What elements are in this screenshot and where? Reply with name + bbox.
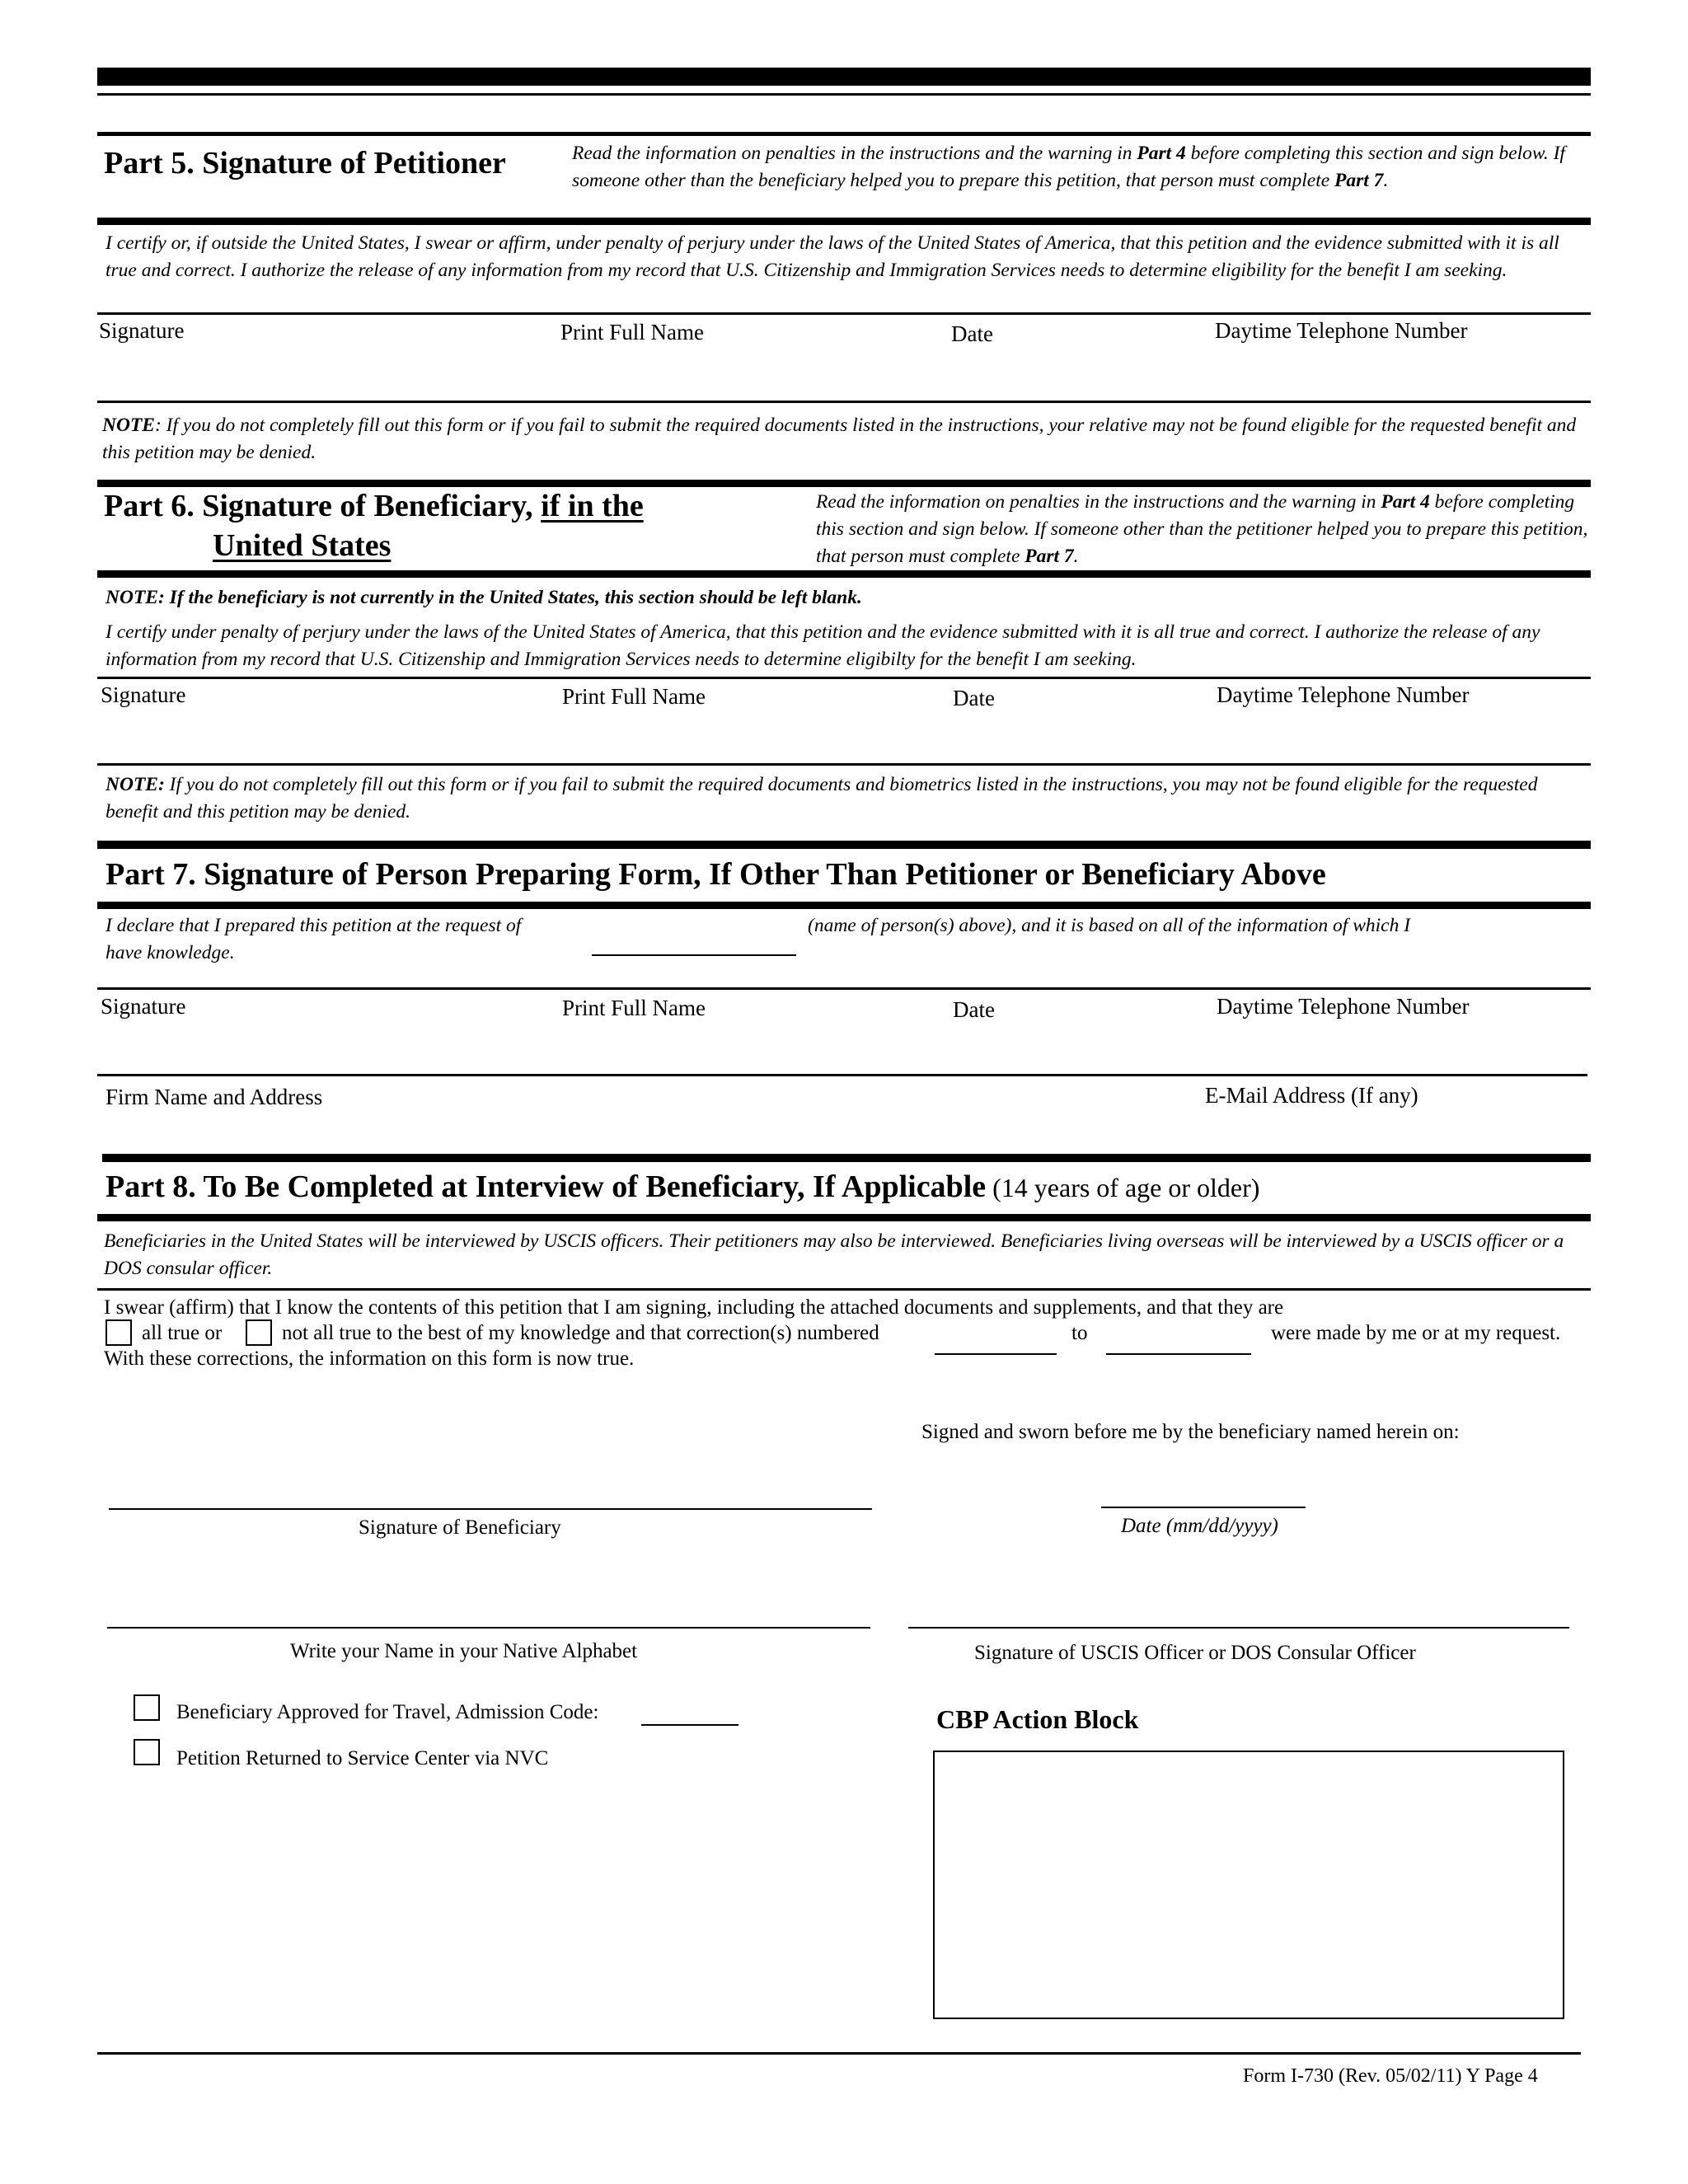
top-thin-rule [97,93,1591,96]
part6-date-label: Date [953,686,995,710]
all-true-checkbox[interactable] [106,1319,132,1346]
part5-phone-label: Daytime Telephone Number [1215,318,1468,343]
part6-signature-label: Signature [101,682,186,707]
correction-to-label: to [1071,1322,1088,1344]
part5-signature-label: Signature [99,318,185,343]
part8-title-text: Part 8. To Be Completed at Interview of Beneficiary, If Applicable [106,1169,987,1204]
native-name-label: Write your Name in your Native Alphabet [290,1640,638,1662]
part7-firm-label: Firm Name and Address [106,1085,323,1109]
officer-signature-label: Signature of USCIS Officer or DOS Consular Officer [974,1642,1416,1664]
beneficiary-signature-line[interactable] [109,1508,872,1510]
part8-top-rule [102,1154,1591,1162]
part7-phone-label: Daytime Telephone Number [1217,994,1470,1019]
made-by-me-text: were made by me or at my request. [1271,1322,1561,1344]
part6-fields-top-rule [97,677,1591,679]
cbp-action-block-title: CBP Action Block [936,1704,1139,1734]
part6-note [106,771,1592,826]
part6-title-line1 [104,488,644,524]
part5-instr-part7: Part 7 [1334,170,1384,191]
approved-travel-label: Beneficiary Approved for Travel, Admission Code: [176,1701,599,1723]
part6-title-text: Part 6. Signature of Beneficiary, [104,489,542,523]
footer-rule [97,2052,1581,2055]
admission-code-field[interactable] [641,1724,738,1726]
part7-declare-line1: I declare that I prepared this petition at the request of [106,915,522,936]
date-signed-line[interactable] [1101,1507,1306,1508]
part6-print-name-label: Print Full Name [562,684,706,709]
part7-header-bottom-rule [97,902,1591,909]
signed-sworn-text: Signed and sworn before me by the beneficiary named herein on: [921,1421,1460,1443]
beneficiary-signature-label: Signature of Beneficiary [359,1516,561,1539]
part6-blank-note: NOTE: If the beneficiary is not currently in the United States, this section should be left blank. [106,587,862,608]
part6-fields-bottom-rule [97,763,1591,766]
part6-instr-text-c: before completing this section and sign below. If someone other than the petitioner helped you to prepare this petition, that person must complete [816,491,1588,567]
part7-email-label: E-Mail Address (If any) [1205,1083,1418,1108]
part5-instructions [572,140,1591,194]
part5-certification: I certify or, if outside the United States, I swear or affirm, under penalty of perjury under the laws of the United States of America, that this petition and the evidence submitted with it is all true and correct. I authorize the release of any information from my record that U.S. Citizenship and Immigration Services needs to determine eligibility for the benefit I am seeking. [106,232,1559,281]
part5-instr-text-c: before completing this section and sign below. If someone other than the beneficiary helped you to prepare this petition, that person must complete [572,143,1565,191]
part6-instr-part4: Part 4 [1381,491,1430,513]
part5-instr-text-e: . [1383,170,1389,191]
part7-top-rule [97,841,1591,849]
part5-print-name-label: Print Full Name [560,320,704,344]
part8-swear-line3: With these corrections, the information on this form is now true. [104,1347,635,1370]
part5-header-bottom-rule [97,218,1591,225]
part7-fields-top-rule [97,987,1591,990]
part8-title [106,1169,1259,1205]
part6-instr-part7: Part 7 [1025,546,1074,567]
native-name-line[interactable] [107,1627,870,1629]
part7-declare-continued: (name of person(s) above), and it is based on all of the information of which I [808,915,1411,936]
part6-title-underlined-a: if in the [541,489,644,523]
part7-title: Part 7. Signature of Person Preparing Form, If Other Than Petitioner or Beneficiary Above [106,857,1326,892]
returned-nvc-checkbox[interactable] [134,1739,160,1765]
part5-note-label: NOTE [102,415,155,436]
not-all-true-checkbox[interactable] [246,1319,272,1346]
part5-date-label: Date [951,321,993,346]
part5-top-rule [97,132,1591,136]
part8-intro-bottom-rule [97,1288,1591,1291]
correction-to-field[interactable] [1106,1353,1251,1355]
part6-phone-label: Daytime Telephone Number [1217,682,1470,707]
part7-declare-line2: have knowledge. [106,942,235,963]
part7-request-name-field[interactable] [592,954,796,956]
part6-instr-text-e: . [1073,546,1079,567]
form-id-footer: Form I-730 (Rev. 05/02/11) Y Page 4 [1243,2065,1538,2087]
part6-title-line2: United States [213,528,392,563]
part8-header-bottom-rule [97,1214,1591,1221]
returned-nvc-label: Petition Returned to Service Center via NVC [176,1747,549,1769]
date-format-label: Date (mm/dd/yyyy) [1121,1515,1278,1537]
not-all-true-label: not all true to the best of my knowledge and that correction(s) numbered [282,1322,879,1344]
part6-note-label: NOTE: [106,774,165,795]
part6-header-bottom-rule [97,570,1591,578]
part7-date-label: Date [953,997,995,1022]
part5-instr-text-a: Read the information on penalties in the instructions and the warning in [572,143,1137,164]
cbp-action-block-box [933,1750,1564,2019]
part8-intro: Beneficiaries in the United States will be interviewed by USCIS officers. Their petitioners may also be interviewed. Beneficiaries living overseas will be interviewed by a USCIS officer or a DOS consular officer. [104,1230,1564,1279]
part7-fields-bottom-rule [97,1074,1587,1076]
part6-instructions [816,489,1591,570]
top-thick-rule [97,68,1591,86]
part7-signature-label: Signature [101,994,186,1019]
part6-note-text: If you do not completely fill out this form or if you fail to submit the required documents and biometrics listed in the instructions, you may not be found eligible for the requested benefit and this petition may be denied. [106,774,1538,823]
part8-title-subtitle: (14 years of age or older) [986,1173,1260,1202]
correction-from-field[interactable] [935,1353,1057,1355]
part8-swear-line1: I swear (affirm) that I know the contents of this petition that I am signing, including the attached documents and supplements, and that they are [104,1296,1284,1319]
part5-note-text: : If you do not completely fill out this form or if you fail to submit the required documents listed in the instructions, your relative may not be found eligible for the requested benefit and this petition may be denied. [102,415,1577,463]
part6-instr-text-a: Read the information on penalties in the instructions and the warning in [816,491,1381,513]
part6-top-rule [97,480,1591,487]
part5-title: Part 5. Signature of Petitioner [104,146,506,180]
part5-note [102,412,1592,466]
all-true-label: all true or [142,1322,223,1344]
part5-fields-bottom-rule [97,401,1591,403]
part5-instr-part4: Part 4 [1137,143,1186,164]
part6-certification: I certify under penalty of perjury under the laws of the United States of America, that this petition and the evidence submitted with it is all true and correct. I authorize the release of any information from my record that U.S. Citizenship and Immigration Services needs to determine eligibilty for the benefit I am seeking. [106,621,1540,670]
officer-signature-line[interactable] [908,1627,1569,1629]
part7-print-name-label: Print Full Name [562,996,706,1020]
approved-travel-checkbox[interactable] [134,1694,160,1721]
part5-fields-top-rule [97,312,1591,315]
